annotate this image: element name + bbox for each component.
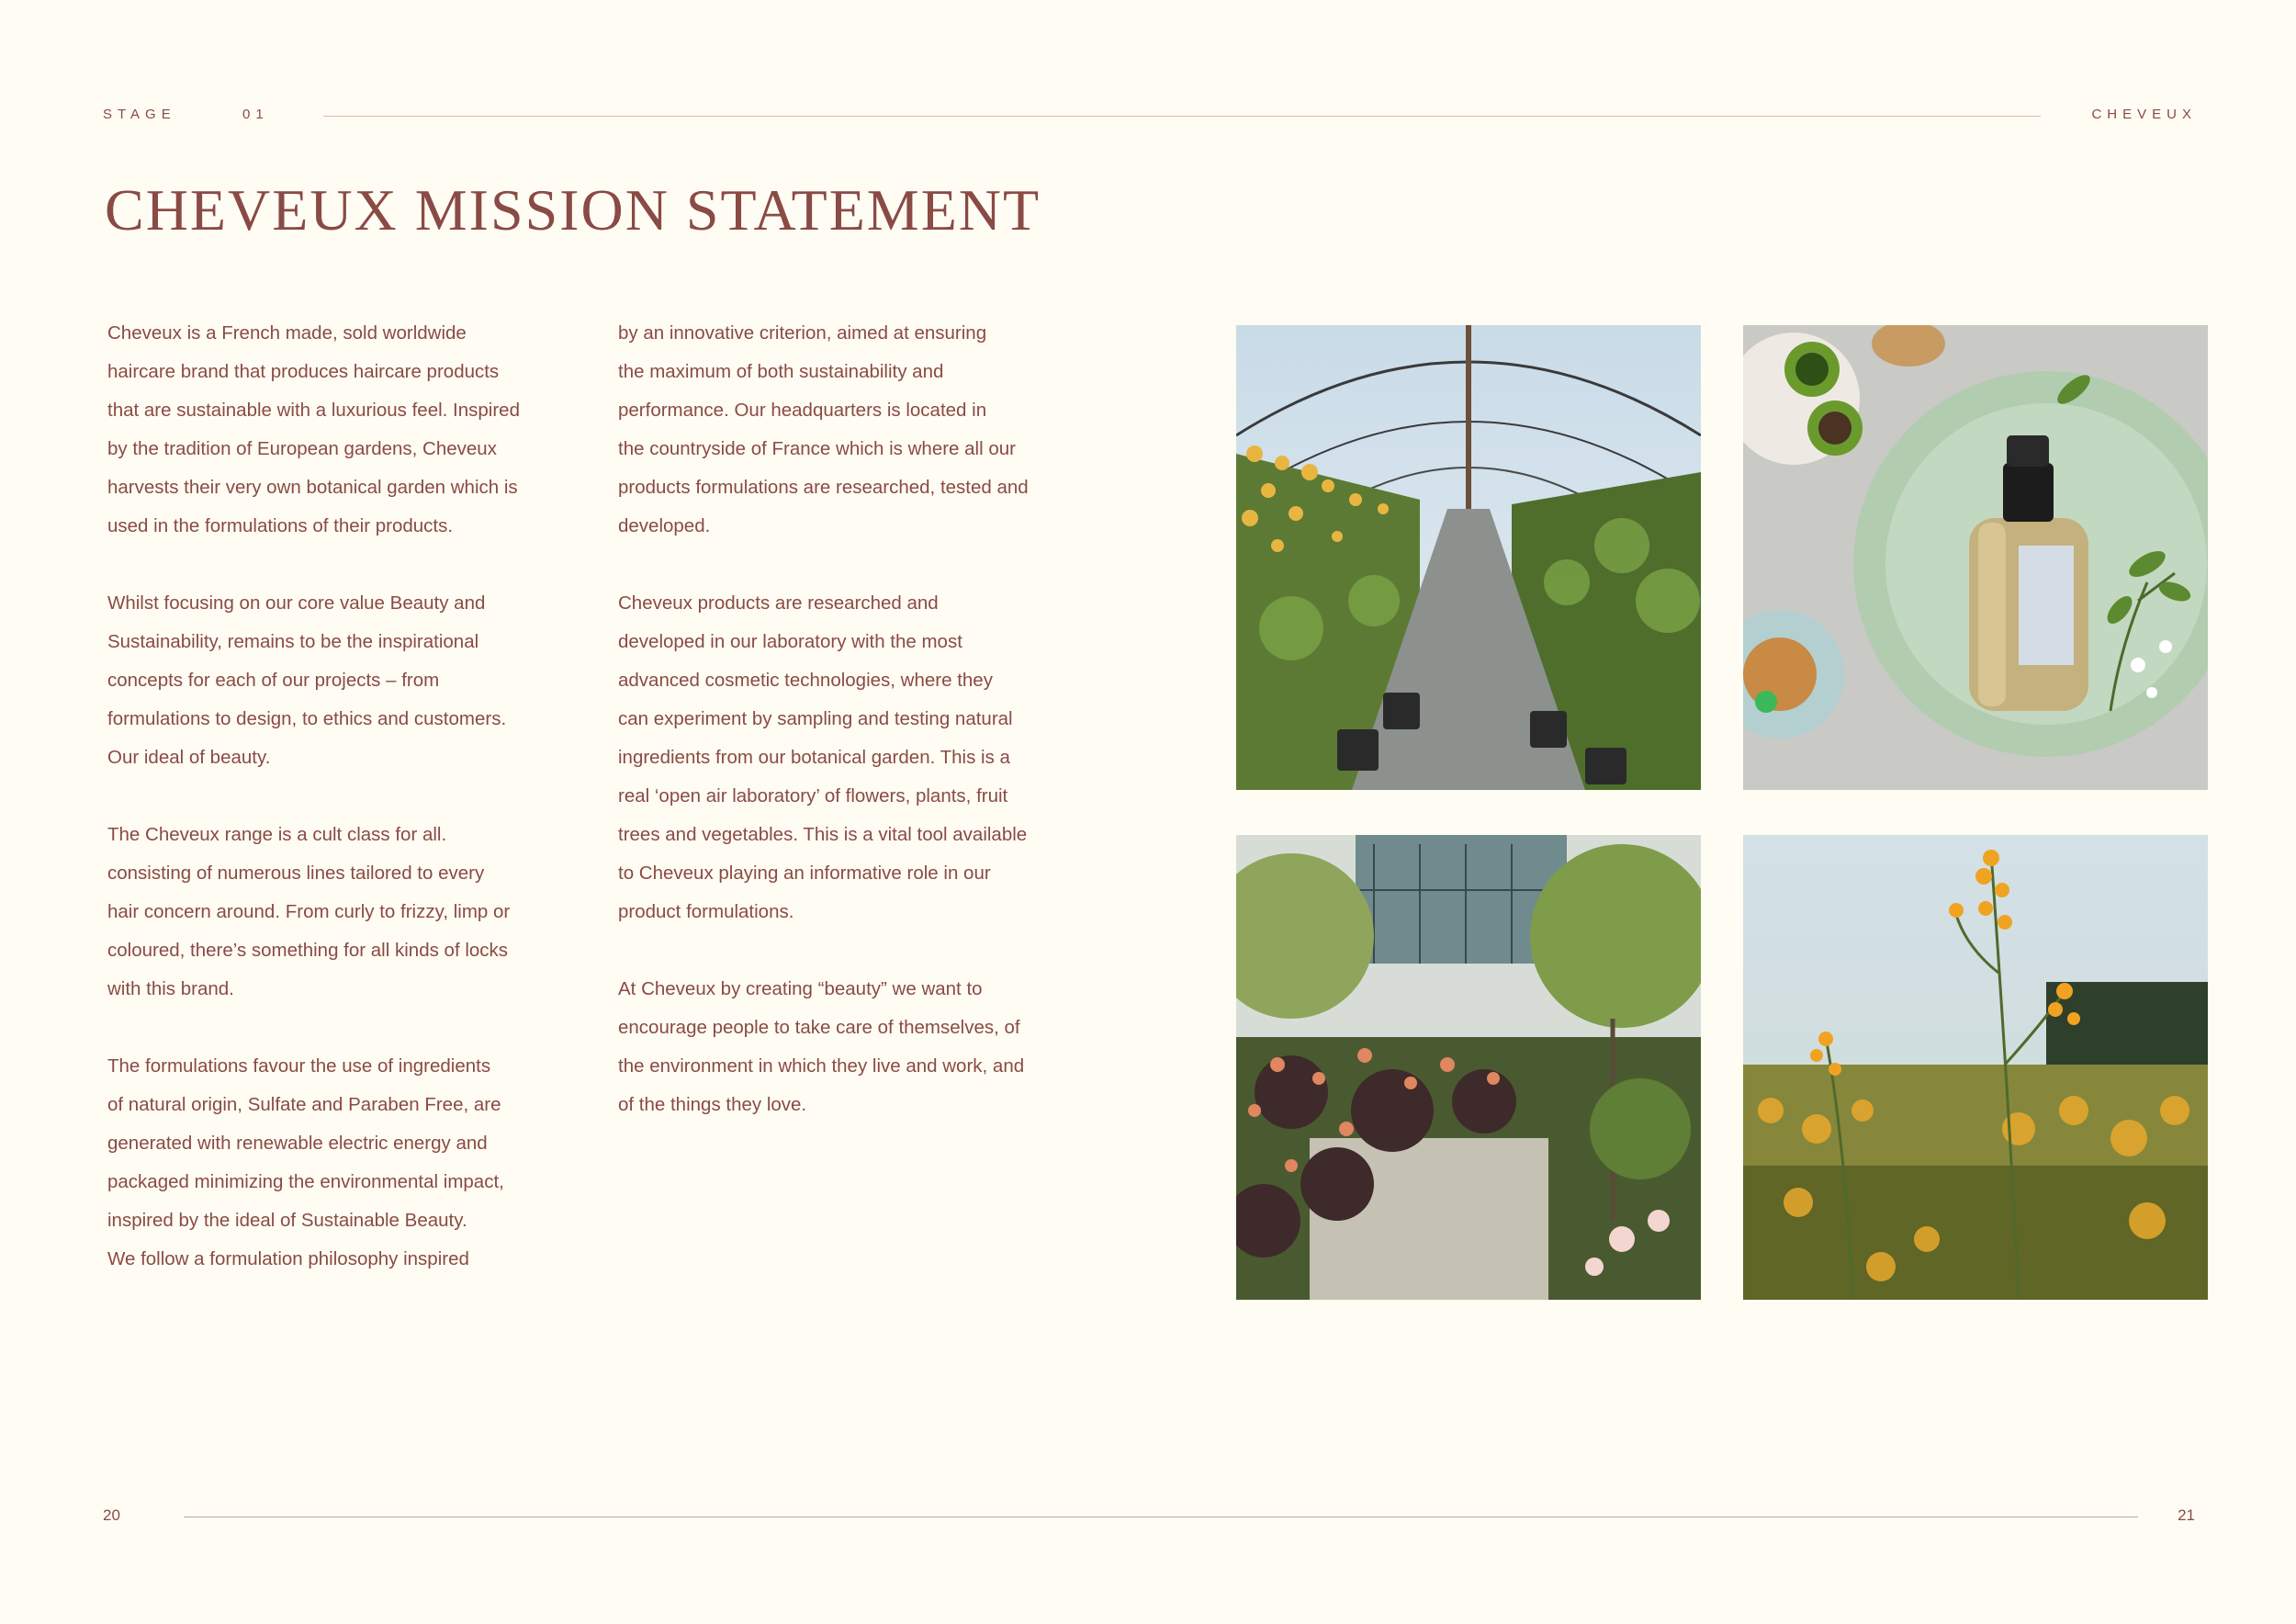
text-line: by the tradition of European gardens, Cheveux xyxy=(107,438,497,459)
text-line: trees and vegetables. This is a vital tool available xyxy=(618,824,1028,845)
text-line: Sustainability, remains to be the inspirational xyxy=(107,631,479,652)
text-line: formulations to design, to ethics and customers. xyxy=(107,708,507,729)
paragraph xyxy=(107,816,585,1009)
text-line: of natural origin, Sulfate and Paraben Free, are xyxy=(107,1094,501,1115)
text-line: The formulations favour the use of ingredients xyxy=(107,1055,491,1077)
text-line: consisting of numerous lines tailored to every xyxy=(107,863,485,884)
page-title: CHEVEUX MISSION STATEMENT xyxy=(105,177,1041,242)
text-line: used in the formulations of their products. xyxy=(107,515,454,536)
page-number-right: 21 xyxy=(2178,1506,2195,1524)
text-line: Cheveux products are researched and xyxy=(618,592,939,614)
text-line: product formulations. xyxy=(618,901,794,922)
garden-flowers-photo xyxy=(1236,835,1701,1300)
text-line: that are sustainable with a luxurious feel. Inspired xyxy=(107,400,520,421)
paragraph xyxy=(107,584,585,777)
text-line: harvests their very own botanical garden which is xyxy=(107,477,518,498)
text-line: the maximum of both sustainability and xyxy=(618,361,944,382)
text-line: Cheveux is a French made, sold worldwide xyxy=(107,322,467,344)
text-line: performance. Our headquarters is located in xyxy=(618,400,987,421)
page-footer xyxy=(103,1506,2195,1525)
text-line: advanced cosmetic technologies, where they xyxy=(618,670,993,691)
text-line: real ‘open air laboratory’ of flowers, plants, fruit xyxy=(618,785,1008,806)
text-line: Whilst focusing on our core value Beauty and xyxy=(107,592,486,614)
text-line: inspired by the ideal of Sustainable Beauty. xyxy=(107,1210,467,1231)
text-line: developed. xyxy=(618,515,711,536)
text-line: packaged minimizing the environmental impact, xyxy=(107,1171,504,1192)
greenhouse-photo xyxy=(1236,325,1701,790)
text-line: the environment in which they live and work, and xyxy=(618,1055,1025,1077)
product-bottle-photo xyxy=(1743,325,2208,790)
text-line: haircare brand that produces haircare products xyxy=(107,361,500,382)
paragraph xyxy=(107,1047,585,1279)
yellow-flowers-photo xyxy=(1743,835,2208,1300)
header-divider xyxy=(323,116,2041,117)
text-line: developed in our laboratory with the most xyxy=(618,631,962,652)
text-line: concepts for each of our projects – from xyxy=(107,670,440,691)
brand-name: CHEVEUX xyxy=(2091,107,2197,122)
text-line: can experiment by sampling and testing natural xyxy=(618,708,1013,729)
text-line: products formulations are researched, tested and xyxy=(618,477,1029,498)
text-line: by an innovative criterion, aimed at ensuring xyxy=(618,322,987,344)
paragraph xyxy=(107,314,585,546)
page-number-left: 20 xyxy=(103,1506,120,1524)
text-line: coloured, there’s something for all kinds of locks xyxy=(107,940,509,961)
text-line: of the things they love. xyxy=(618,1094,807,1115)
paragraph xyxy=(618,970,1096,1124)
text-line: ingredients from our botanical garden. This is a xyxy=(618,747,1010,768)
stage-label: STAGE xyxy=(103,107,176,122)
text-line: We follow a formulation philosophy inspired xyxy=(107,1248,469,1269)
text-line: hair concern around. From curly to frizzy, limp or xyxy=(107,901,511,922)
text-line: Our ideal of beauty. xyxy=(107,747,271,768)
paragraph xyxy=(618,314,1096,546)
left-text-column xyxy=(107,314,585,1317)
page-header xyxy=(103,107,2197,125)
text-line: generated with renewable electric energy and xyxy=(107,1133,488,1154)
right-text-column xyxy=(618,314,1096,1163)
text-line: the countryside of France which is where all our xyxy=(618,438,1016,459)
text-line: At Cheveux by creating “beauty” we want to xyxy=(618,978,983,999)
text-line: to Cheveux playing an informative role in our xyxy=(618,863,991,884)
paragraph xyxy=(618,584,1096,931)
text-line: with this brand. xyxy=(107,978,234,999)
text-line: encourage people to take care of themselves, of xyxy=(618,1017,1020,1038)
stage-number: 01 xyxy=(242,107,269,122)
text-line: The Cheveux range is a cult class for all. xyxy=(107,824,447,845)
